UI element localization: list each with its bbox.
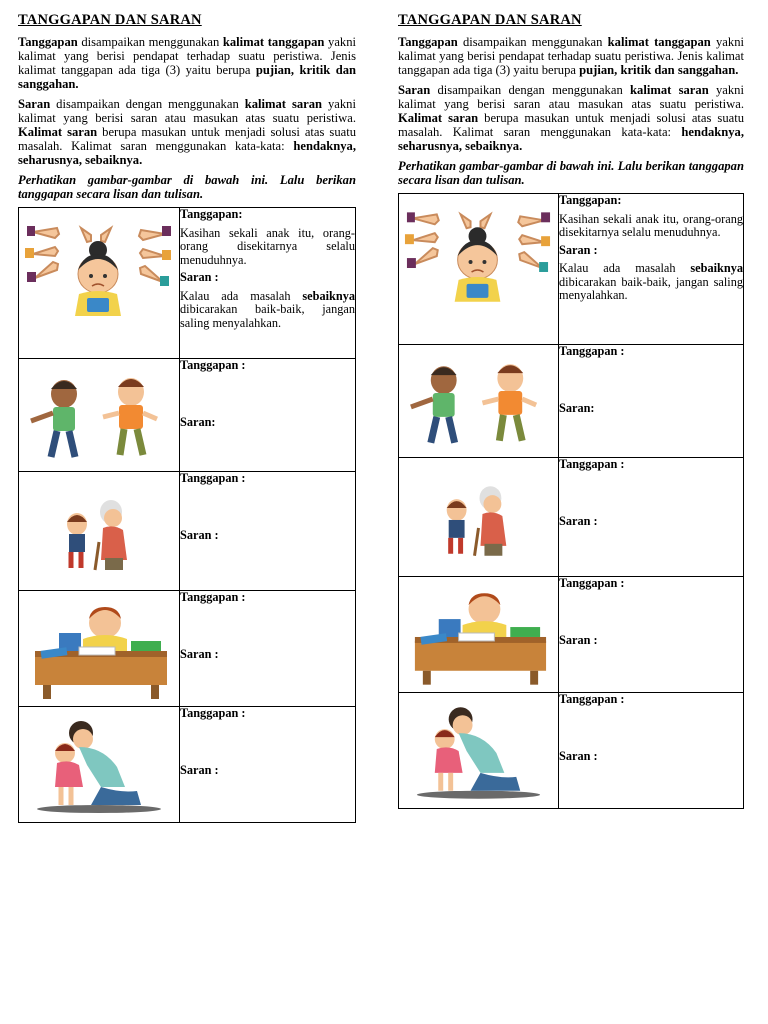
worksheet-title: TANGGAPAN DAN SARAN — [398, 12, 582, 28]
saran-label: Saran : — [180, 270, 219, 284]
term: hendaknya, seharusnya, sebaiknya. — [18, 139, 356, 167]
text: dibicarakan baik-baik, jangan saling menyalahkan. — [180, 302, 355, 330]
saran-label: Saran : — [559, 242, 598, 257]
text: disampaikan menggunakan — [457, 35, 608, 49]
picture-cell — [19, 472, 180, 591]
picture-cell — [399, 458, 559, 577]
table-row — [19, 707, 356, 823]
studying-boy-illustration — [399, 577, 557, 691]
pushing-boys-illustration — [19, 359, 178, 470]
pushing-boys-illustration — [399, 345, 557, 456]
term: Kalimat saran — [18, 125, 98, 139]
picture-cell — [19, 208, 180, 359]
table-row — [399, 577, 744, 693]
text: yakni kalimat yang berisi saran atau masukan atas suatu peristiwa. — [398, 83, 744, 111]
picture-cell — [19, 591, 180, 707]
saran-text — [559, 262, 743, 303]
picture-cell — [399, 693, 559, 809]
picture-cell — [19, 707, 180, 823]
answer-table — [18, 207, 356, 823]
accused-girl-illustration — [19, 208, 178, 357]
worksheet-left — [18, 12, 356, 823]
mother-hugging-child-illustration — [19, 707, 178, 821]
table-row — [19, 472, 356, 591]
saran-label: Saran : — [559, 748, 598, 763]
text: disampaikan dengan menggunakan — [430, 83, 631, 97]
table-row — [399, 458, 744, 577]
instruction: Perhatikan gambar-gambar di bawah ini. Lalu berikan tanggapan secara lisan dan tulisan. — [398, 159, 744, 187]
saran-text — [180, 290, 355, 331]
answer-cell — [559, 693, 744, 809]
paragraph-tanggapan — [398, 35, 744, 77]
answer-cell — [180, 359, 356, 472]
text: dibicarakan baik-baik, jangan saling menyalahkan. — [559, 274, 743, 302]
text: yakni kalimat yang berisi pendapat terhadap suatu peristiwa. Jenis kalimat tanggapan ada tiga (3) yaitu berupa — [398, 35, 744, 77]
saran-label: Saran : — [180, 527, 219, 542]
term: kalimat saran — [630, 83, 709, 97]
table-row — [19, 591, 356, 707]
term: Kalimat saran — [398, 111, 479, 125]
term: kalimat tanggapan — [222, 35, 325, 49]
text: Kalau ada masalah — [559, 261, 691, 275]
term: Tanggapan — [18, 35, 78, 49]
helping-grandmother-illustration — [399, 458, 557, 575]
term: pujian, kritik dan sanggahan. — [579, 63, 739, 77]
term: sebaiknya — [690, 261, 743, 275]
term: kalimat saran — [244, 97, 323, 111]
term: Saran — [398, 83, 431, 97]
paragraph-tanggapan — [18, 35, 356, 91]
worksheet-right — [398, 12, 744, 809]
answer-cell — [180, 707, 356, 823]
tanggapan-label: Tanggapan : — [180, 358, 246, 372]
paragraph-saran — [398, 83, 744, 153]
term: hendaknya, seharusnya, sebaiknya. — [398, 125, 744, 153]
saran-label: Saran: — [180, 414, 216, 429]
answer-cell — [559, 194, 744, 345]
table-row — [19, 359, 356, 472]
text: Kalau ada masalah — [180, 288, 303, 303]
saran-label: Saran: — [559, 400, 595, 415]
answer-cell — [559, 458, 744, 577]
tanggapan-label: Tanggapan : — [180, 471, 246, 485]
picture-cell — [399, 345, 559, 458]
text: berupa masukan untuk menjadi solusi atas suatu masalah. Kalimat saran menggunakan kata-kata: — [18, 125, 356, 153]
mother-hugging-child-illustration — [399, 693, 557, 807]
saran-label: Saran : — [180, 646, 219, 661]
saran-label: Saran : — [559, 513, 598, 528]
tanggapan-label: Tanggapan: — [180, 207, 243, 221]
table-row — [399, 194, 744, 345]
answer-cell — [559, 577, 744, 693]
table-row — [399, 693, 744, 809]
saran-label: Saran : — [559, 632, 598, 647]
tanggapan-label: Tanggapan : — [180, 590, 246, 604]
table-row — [19, 208, 356, 359]
text: yakni kalimat yang berisi pendapat terhadap suatu peristiwa. Jenis kalimat tanggapan ada tiga (3) yaitu berupa — [18, 35, 356, 77]
tanggapan-label: Tanggapan : — [559, 457, 625, 471]
helping-grandmother-illustration — [19, 472, 178, 589]
table-row — [399, 345, 744, 458]
term: Saran — [18, 97, 51, 111]
tanggapan-label: Tanggapan : — [559, 344, 625, 358]
answer-cell — [180, 591, 356, 707]
tanggapan-label: Tanggapan : — [559, 576, 625, 590]
paragraph-saran — [18, 97, 356, 167]
tanggapan-label: Tanggapan: — [559, 193, 622, 207]
studying-boy-illustration — [19, 591, 178, 705]
picture-cell — [19, 359, 180, 472]
answer-cell — [180, 208, 356, 359]
term: pujian, kritik dan sanggahan. — [18, 63, 356, 91]
answer-table — [398, 193, 744, 809]
text: yakni kalimat yang berisi saran atau masukan atas suatu peristiwa. — [18, 97, 356, 125]
saran-label: Saran : — [180, 762, 219, 777]
answer-cell — [180, 472, 356, 591]
instruction: Perhatikan gambar-gambar di bawah ini. Lalu berikan tanggapan secara lisan dan tulisan. — [18, 173, 356, 201]
tanggapan-label: Tanggapan : — [180, 706, 246, 720]
accused-girl-illustration — [399, 194, 557, 343]
picture-cell — [399, 577, 559, 693]
text: disampaikan dengan menggunakan — [50, 97, 245, 111]
term: kalimat tanggapan — [607, 35, 711, 49]
term: sebaiknya — [302, 288, 355, 303]
term: Tanggapan — [398, 35, 458, 49]
picture-cell — [399, 194, 559, 345]
answer-cell — [559, 345, 744, 458]
text: berupa masukan untuk menjadi solusi atas suatu masalah. Kalimat saran menggunakan kata-kata: — [398, 111, 744, 139]
tanggapan-label: Tanggapan : — [559, 692, 625, 706]
text: disampaikan menggunakan — [77, 35, 223, 49]
worksheet-title: TANGGAPAN DAN SARAN — [18, 12, 202, 28]
tanggapan-text: Kasihan sekali anak itu, orang-orang disekitarnya selalu menuduhnya. — [559, 211, 743, 239]
tanggapan-text: Kasihan sekali anak itu, orang-orang disekitarnya selalu menuduhnya. — [180, 225, 355, 267]
